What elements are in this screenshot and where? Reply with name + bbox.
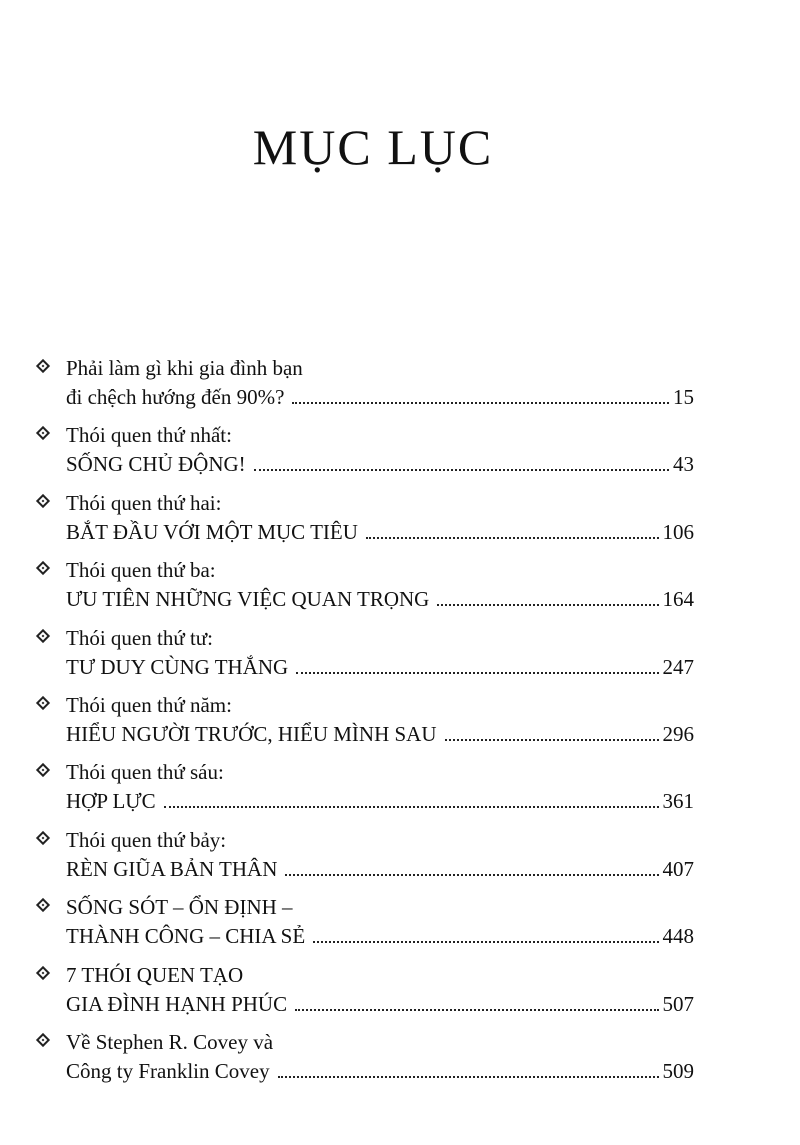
diamond-bullet-icon — [36, 831, 50, 845]
toc-page-number: 15 — [673, 385, 694, 409]
diamond-bullet-icon — [36, 426, 50, 440]
toc-page-number: 296 — [662, 721, 694, 746]
toc-entry-line1: Thói quen thứ sáu: — [66, 760, 224, 785]
toc-entry-line1: Thói quen thứ bảy: — [66, 827, 227, 852]
toc-entry-line2-row — [66, 652, 694, 682]
toc-entry-line1: 7 THÓI QUEN TẠO — [66, 962, 244, 987]
toc-entry[interactable] — [34, 691, 694, 758]
toc-entry[interactable] — [34, 826, 694, 893]
diamond-bullet-icon — [36, 763, 50, 777]
diamond-bullet-icon — [36, 696, 50, 710]
toc-entry-line1: Về Stephen R. Covey và — [66, 1029, 274, 1054]
toc-entry-line1: Thói quen thứ hai: — [66, 490, 222, 515]
diamond-bullet-icon — [36, 628, 50, 642]
toc-entry[interactable] — [34, 893, 694, 960]
toc-entry[interactable] — [34, 421, 694, 488]
dot-leader — [313, 941, 658, 943]
toc-entry[interactable] — [34, 758, 694, 825]
diamond-bullet-icon — [36, 965, 50, 979]
toc-page-number: 507 — [662, 991, 694, 1016]
toc-entry-line2: HIỂU NGƯỜI TRƯỚC, HIỂU MÌNH SAU — [66, 721, 437, 746]
diamond-bullet-icon — [36, 494, 50, 508]
diamond-bullet-icon — [36, 1033, 50, 1047]
diamond-bullet-icon — [36, 898, 50, 912]
toc-entry-line2-row — [66, 989, 694, 1019]
dot-leader — [296, 672, 658, 674]
dot-leader — [437, 604, 658, 606]
toc-page-number: 509 — [662, 1058, 694, 1083]
toc-entry-line1: Thói quen thứ ba: — [66, 558, 216, 583]
toc-entry-line1: Thói quen thứ năm: — [66, 692, 232, 717]
dot-leader — [292, 402, 669, 404]
toc-entry-line2: Công ty Franklin Covey — [66, 1058, 270, 1083]
toc-page-number: 407 — [662, 856, 694, 881]
toc-entry-line1: Thói quen thứ nhất: — [66, 423, 232, 448]
toc-entry-line1: Thói quen thứ tư: — [66, 625, 213, 650]
dot-leader — [445, 739, 659, 741]
toc-entry-line2-row — [66, 449, 694, 479]
toc-entry-line2: TƯ DUY CÙNG THẮNG — [66, 654, 289, 679]
toc-entry-line2: HỢP LỰC — [66, 789, 156, 814]
dot-leader — [164, 806, 659, 808]
toc-entry[interactable] — [34, 489, 694, 556]
toc-page-number: 448 — [662, 924, 694, 949]
toc-entry-line2-row — [66, 921, 694, 951]
toc-entry-line2-row — [66, 1056, 694, 1086]
toc-entry[interactable] — [34, 624, 694, 691]
diamond-bullet-icon — [36, 359, 50, 373]
toc-entry[interactable] — [34, 1028, 694, 1095]
toc-entry[interactable] — [34, 556, 694, 623]
page-title: MỤC LỤC — [252, 119, 494, 175]
toc-entry-line1: SỐNG SÓT – ỔN ĐỊNH – — [66, 895, 293, 920]
toc-entry[interactable] — [34, 961, 694, 1028]
diamond-bullet-icon — [36, 561, 50, 575]
toc-page-number: 43 — [673, 452, 694, 477]
dot-leader — [254, 469, 669, 471]
toc-entry-line2-row — [66, 382, 694, 412]
toc-entry-line2-row — [66, 719, 694, 749]
toc-page-number: 164 — [662, 587, 694, 612]
dot-leader — [295, 1009, 658, 1011]
dot-leader — [285, 874, 658, 876]
table-of-contents — [34, 354, 694, 1095]
toc-page-number: 106 — [662, 519, 694, 544]
toc-page-number: 247 — [662, 654, 694, 679]
toc-entry-line2: BẮT ĐẦU VỚI MỘT MỤC TIÊU — [66, 519, 358, 544]
toc-entry[interactable] — [34, 354, 694, 421]
toc-entry-line2: GIA ĐÌNH HẠNH PHÚC — [66, 991, 288, 1016]
toc-entry-line2-row — [66, 786, 694, 816]
dot-leader — [366, 537, 659, 539]
toc-page-number: 361 — [662, 789, 694, 814]
toc-entry-line2: đi chệch hướng đến 90%? — [66, 385, 285, 409]
toc-entry-line2: ƯU TIÊN NHỮNG VIỆC QUAN TRỌNG — [66, 587, 430, 612]
toc-entry-line2-row — [66, 854, 694, 884]
toc-entry-line2-row — [66, 584, 694, 614]
toc-entry-line1: Phải làm gì khi gia đình bạn — [66, 356, 303, 380]
toc-entry-line2-row — [66, 517, 694, 547]
toc-entry-line2: SỐNG CHỦ ĐỘNG! — [66, 452, 246, 477]
toc-entry-line2: RÈN GIŨA BẢN THÂN — [66, 856, 278, 881]
dot-leader — [278, 1076, 659, 1078]
toc-entry-line2: THÀNH CÔNG – CHIA SẺ — [66, 924, 306, 949]
